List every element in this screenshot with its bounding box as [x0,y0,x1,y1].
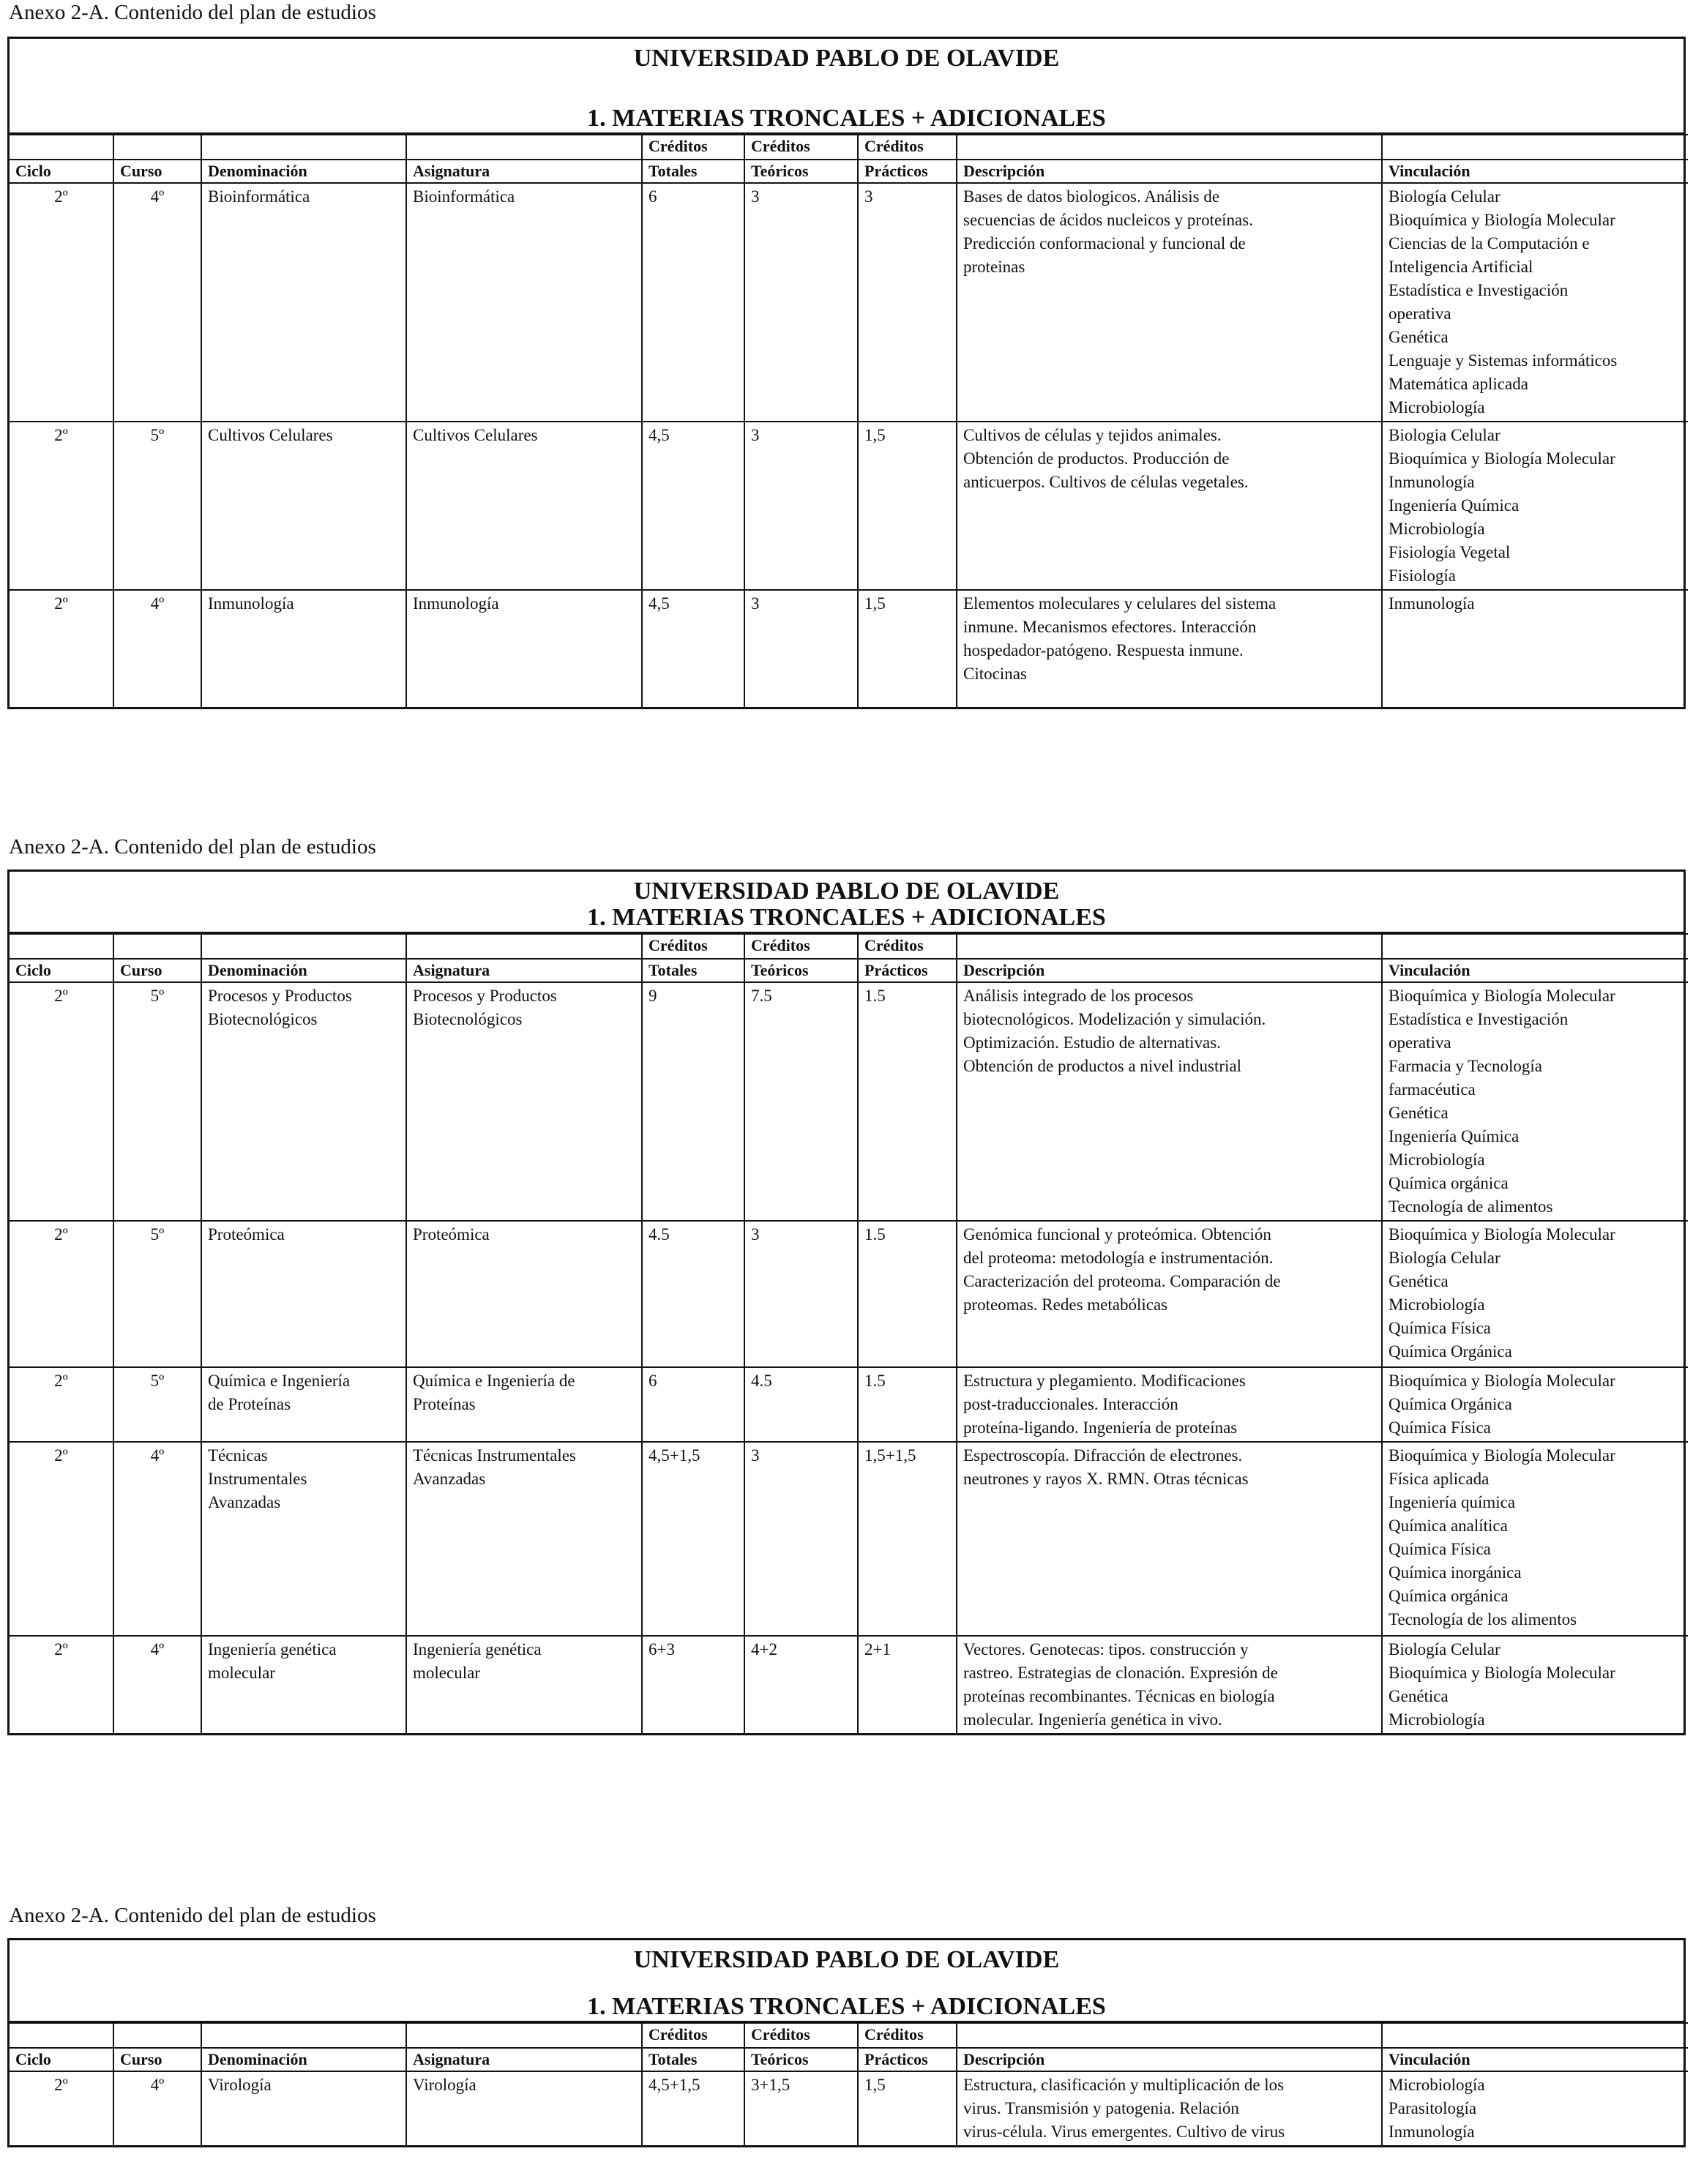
header-empty [113,934,201,959]
cell-denominacion [201,1367,406,1442]
denominacion-line: Proteómica [208,1225,285,1244]
header-vinculacion: Vinculación [1382,959,1688,982]
header-practicos: Prácticos [858,160,957,183]
cell-practicos: 1.5 [858,982,957,1221]
header-totales: Totales [642,2048,744,2071]
cell-practicos: 1,5 [858,422,957,590]
subject-row [10,1367,1688,1442]
vinculacion-line: Matemática aplicada [1389,375,1528,393]
descripcion-line: Citocinas [963,665,1027,683]
cell-descripcion [957,1636,1382,1733]
cell-denominacion [201,590,406,707]
cell-curso: 5º [113,1221,201,1367]
vinculacion-line: Estadística e Investigación [1389,1010,1569,1028]
descripcion-line: virus. Transmisión y patogenia. Relación [963,2099,1239,2117]
header-creditos: Créditos [744,135,858,160]
vinculacion-line: Estadística e Investigación [1389,281,1569,299]
asignatura-line: Proteínas [413,1395,476,1413]
header-row-credits [10,2023,1688,2048]
header-asignatura: Asignatura [406,160,642,183]
cell-curso: 5º [113,982,201,1221]
cell-descripcion [957,2071,1382,2145]
asignatura-line: Técnicas Instrumentales [413,1446,576,1465]
descripcion-line: virus-célula. Virus emergentes. Cultivo de virus [963,2123,1285,2141]
vinculacion-line: farmacéutica [1389,1080,1476,1099]
descripcion-line: Elementos moleculares y celulares del sistema [963,594,1277,613]
denominacion-line: Virología [208,2076,272,2094]
cell-curso: 5º [113,1367,201,1442]
header-empty [10,135,113,160]
cell-totales: 6 [642,1367,744,1442]
vinculacion-line: Tecnología de alimentos [1389,1197,1553,1216]
cell-vinculacion [1382,1442,1688,1636]
header-totales: Totales [642,959,744,982]
cell-asignatura [406,1367,642,1442]
cell-ciclo: 2º [10,2071,113,2145]
descripcion-line: Espectroscopía. Difracción de electrones. [963,1446,1243,1465]
header-ciclo: Ciclo [10,959,113,982]
header-empty [406,2023,642,2048]
cell-denominacion [201,1442,406,1636]
cell-asignatura [406,1636,642,1733]
cell-ciclo: 2º [10,1442,113,1636]
cell-curso: 4º [113,183,201,422]
asignatura-line: molecular [413,1664,480,1682]
header-empty [113,2023,201,2048]
header-empty [1382,934,1688,959]
header-empty [406,135,642,160]
cell-totales: 4,5+1,5 [642,1442,744,1636]
vinculacion-line: Ingeniería Química [1389,1127,1520,1145]
descripcion-line: Obtención de productos. Producción de [963,449,1230,468]
header-curso: Curso [113,2048,201,2071]
curriculum-table [10,134,1688,707]
cell-descripcion [957,1221,1382,1367]
cell-practicos: 2+1 [858,1636,957,1733]
descripcion-line: Vectores. Genotecas: tipos. construcción y [963,1640,1249,1658]
cell-denominacion [201,422,406,590]
descripcion-line: Cultivos de células y tejidos animales. [963,426,1222,444]
header-creditos: Créditos [744,934,858,959]
cell-descripcion [957,982,1382,1221]
descripcion-line: proteínas recombinantes. Técnicas en biología [963,1687,1275,1705]
denominacion-line: Biotecnológicos [208,1010,318,1028]
cell-totales: 6 [642,183,744,422]
vinculacion-line: Farmacia y Tecnología [1389,1057,1542,1075]
header-creditos: Créditos [858,135,957,160]
cell-totales: 4,5 [642,422,744,590]
header-empty [201,934,406,959]
denominacion-line: Cultivos Celulares [208,426,333,444]
header-practicos: Prácticos [858,2048,957,2071]
header-creditos: Créditos [642,934,744,959]
descripcion-line: secuencias de ácidos nucleicos y proteínas. [963,211,1253,229]
denominacion-line: Procesos y Productos [208,987,352,1005]
cell-curso: 4º [113,1442,201,1636]
cell-practicos: 1,5 [858,2071,957,2145]
header-curso: Curso [113,959,201,982]
cell-teoricos: 3 [744,183,858,422]
vinculacion-line: Inmunología [1389,2123,1475,2141]
vinculacion-line: Bioquímica y Biología Molecular [1389,1446,1615,1465]
subject-row [10,982,1688,1221]
cell-totales: 6+3 [642,1636,744,1733]
cell-totales: 4.5 [642,1221,744,1367]
cell-descripcion [957,590,1382,707]
vinculacion-line: Bioquímica y Biología Molecular [1389,449,1615,468]
vinculacion-line: Bioquímica y Biología Molecular [1389,1664,1615,1682]
vinculacion-line: Biología Celular [1389,1640,1500,1658]
cell-vinculacion [1382,590,1688,707]
vinculacion-line: Fisiología [1389,566,1457,585]
vinculacion-line: Química Orgánica [1389,1342,1512,1361]
descripcion-line: neutrones y rayos X. RMN. Otras técnicas [963,1470,1249,1488]
header-empty [957,135,1382,160]
asignatura-line: Proteómica [413,1225,490,1244]
subject-row [10,1442,1688,1636]
header-creditos: Créditos [642,2023,744,2048]
descripcion-line: Genómica funcional y proteómica. Obtención [963,1225,1271,1244]
cell-descripcion [957,422,1382,590]
vinculacion-line: Química orgánica [1389,1174,1509,1192]
denominacion-line: Avanzadas [208,1493,281,1511]
vinculacion-line: Microbiología [1389,1295,1485,1314]
denominacion-line: Instrumentales [208,1470,307,1488]
asignatura-line: Biotecnológicos [413,1010,523,1028]
header-vinculacion: Vinculación [1382,2048,1688,2071]
denominacion-line: molecular [208,1664,275,1682]
header-descripcion: Descripción [957,2048,1382,2071]
vinculacion-line: Tecnología de los alimentos [1389,1610,1577,1628]
descripcion-line: Optimización. Estudio de alternativas. [963,1033,1221,1052]
annex-page-2 [7,834,1686,1735]
header-asignatura: Asignatura [406,2048,642,2071]
header-denominacion: Denominación [201,959,406,982]
vinculacion-line: operativa [1389,304,1451,323]
annex-page-1 [7,0,1686,709]
cell-ciclo: 2º [10,590,113,707]
header-empty [113,135,201,160]
asignatura-line: Virología [413,2076,476,2094]
asignatura-line: Inmunología [413,594,499,613]
vinculacion-line: Física aplicada [1389,1470,1490,1488]
header-empty [957,2023,1382,2048]
vinculacion-line: Bioquímica y Biología Molecular [1389,1372,1615,1390]
cell-vinculacion [1382,1636,1688,1733]
descripcion-line: Obtención de productos a nivel industrial [963,1057,1242,1075]
denominacion-line: Química e Ingeniería [208,1372,351,1390]
curriculum-table-frame [7,37,1686,709]
header-empty [406,934,642,959]
vinculacion-line: Inmunología [1389,594,1475,613]
curriculum-table-frame [7,870,1686,1735]
vinculacion-line: Microbiología [1389,398,1485,416]
cell-practicos: 1.5 [858,1367,957,1442]
descripcion-line: del proteoma: metodología e instrumentación. [963,1249,1274,1267]
vinculacion-line: Ciencias de la Computación e [1389,234,1590,253]
denominacion-line: Bioinformática [208,187,310,206]
vinculacion-line: Ingeniería química [1389,1493,1516,1511]
header-creditos: Créditos [744,2023,858,2048]
descripcion-line: inmune. Mecanismos efectores. Interacción [963,618,1257,636]
university-name: UNIVERSIDAD PABLO DE OLAVIDE [633,1946,1060,1973]
denominacion-line: Inmunología [208,594,294,613]
cell-ciclo: 2º [10,1221,113,1367]
header-empty [957,934,1382,959]
header-teoricos: Teóricos [744,160,858,183]
cell-practicos: 3 [858,183,957,422]
cell-descripcion [957,1367,1382,1442]
section-title: 1. MATERIAS TRONCALES + ADICIONALES [587,1993,1106,2020]
table-banner [10,872,1683,933]
descripcion-line: Estructura y plegamiento. Modificaciones [963,1372,1246,1390]
vinculacion-line: Biología Celular [1389,187,1500,206]
annex-page-3 [7,1903,1686,2147]
descripcion-line: molecular. Ingeniería genética in vivo. [963,1710,1222,1729]
vinculacion-line: Química inorgánica [1389,1563,1522,1582]
cell-vinculacion [1382,982,1688,1221]
vinculacion-line: Genética [1389,1687,1449,1705]
descripcion-line: anticuerpos. Cultivos de células vegetales. [963,473,1249,491]
header-row-columns [10,2048,1688,2071]
header-row-columns [10,160,1688,183]
cell-denominacion [201,982,406,1221]
descripcion-line: hospedador-patógeno. Respuesta inmune. [963,641,1244,659]
cell-ciclo: 2º [10,183,113,422]
vinculacion-line: Bioquímica y Biología Molecular [1389,211,1615,229]
descripcion-line: post-traduccionales. Interacción [963,1395,1178,1413]
descripcion-line: Predicción conformacional y funcional de [963,234,1246,253]
vinculacion-line: Inteligencia Artificial [1389,258,1533,276]
header-row-columns [10,959,1688,982]
annex-title: Anexo 2-A. Contenido del plan de estudios [9,1904,376,1927]
header-denominacion: Denominación [201,2048,406,2071]
descripcion-line: rastreo. Estrategias de clonación. Expresión de [963,1664,1278,1682]
descripcion-line: Bases de datos biologicos. Análisis de [963,187,1220,206]
vinculacion-line: Química Orgánica [1389,1395,1512,1413]
header-teoricos: Teóricos [744,2048,858,2071]
subject-row [10,1221,1688,1367]
cell-teoricos: 3 [744,590,858,707]
descripcion-line: proteína-ligando. Ingeniería de proteínas [963,1418,1238,1437]
descripcion-line: proteinas [963,258,1025,276]
cell-curso: 4º [113,590,201,707]
vinculacion-line: Ingeniería Química [1389,496,1520,515]
descripcion-line: biotecnológicos. Modelización y simulación. [963,1010,1266,1028]
asignatura-line: Cultivos Celulares [413,426,538,444]
annex-title: Anexo 2-A. Contenido del plan de estudios [9,1,376,24]
cell-teoricos: 7.5 [744,982,858,1221]
header-practicos: Prácticos [858,959,957,982]
vinculacion-line: Biologia Celular [1389,426,1500,444]
denominacion-line: de Proteínas [208,1395,291,1413]
denominacion-line: Técnicas [208,1446,268,1465]
header-empty [1382,2023,1688,2048]
vinculacion-line: Parasitología [1389,2099,1477,2117]
vinculacion-line: Química Física [1389,1418,1491,1437]
header-row-credits [10,934,1688,959]
university-name: UNIVERSIDAD PABLO DE OLAVIDE [633,45,1060,72]
descripcion-line: Análisis integrado de los procesos [963,987,1194,1005]
vinculacion-line: Genética [1389,328,1449,346]
subject-row [10,2071,1688,2145]
cell-asignatura [406,2071,642,2145]
cell-practicos: 1,5+1,5 [858,1442,957,1636]
header-empty [1382,135,1688,160]
cell-ciclo: 2º [10,1636,113,1733]
cell-asignatura [406,982,642,1221]
cell-denominacion [201,1636,406,1733]
cell-asignatura [406,1442,642,1636]
vinculacion-line: Química Física [1389,1319,1491,1337]
header-ciclo: Ciclo [10,160,113,183]
header-row-credits [10,135,1688,160]
header-empty [10,2023,113,2048]
cell-teoricos: 4.5 [744,1367,858,1442]
cell-curso: 5º [113,422,201,590]
cell-denominacion [201,1221,406,1367]
header-empty [10,934,113,959]
curriculum-table [10,933,1688,1733]
vinculacion-line: Microbiología [1389,2076,1485,2094]
descripcion-line: Caracterización del proteoma. Comparación de [963,1272,1281,1290]
vinculacion-line: Química orgánica [1389,1587,1509,1605]
cell-practicos: 1,5 [858,590,957,707]
vinculacion-line: Fisiología Vegetal [1389,543,1511,561]
curriculum-table-frame [7,1938,1686,2147]
section-title: 1. MATERIAS TRONCALES + ADICIONALES [587,904,1106,931]
asignatura-line: Química e Ingeniería de [413,1372,575,1390]
cell-vinculacion [1382,183,1688,422]
table-banner [10,39,1683,134]
header-descripcion: Descripción [957,160,1382,183]
subject-row [10,1636,1688,1733]
header-asignatura: Asignatura [406,959,642,982]
cell-curso: 4º [113,1636,201,1733]
cell-asignatura [406,183,642,422]
cell-asignatura [406,422,642,590]
cell-vinculacion [1382,1367,1688,1442]
university-name: UNIVERSIDAD PABLO DE OLAVIDE [633,878,1060,905]
vinculacion-line: Bioquímica y Biología Molecular [1389,987,1615,1005]
denominacion-line: Ingeniería genética [208,1640,337,1658]
cell-ciclo: 2º [10,1367,113,1442]
header-teoricos: Teóricos [744,959,858,982]
asignatura-line: Procesos y Productos [413,987,557,1005]
vinculacion-line: Inmunología [1389,473,1475,491]
header-denominacion: Denominación [201,160,406,183]
cell-teoricos: 3 [744,422,858,590]
header-empty [201,135,406,160]
header-descripcion: Descripción [957,959,1382,982]
cell-teoricos: 3 [744,1442,858,1636]
asignatura-line: Ingeniería genética [413,1640,542,1658]
header-creditos: Créditos [858,934,957,959]
header-totales: Totales [642,160,744,183]
descripcion-line: Estructura, clasificación y multiplicación de los [963,2076,1285,2094]
annex-title: Anexo 2-A. Contenido del plan de estudios [9,835,376,859]
subject-row [10,422,1688,590]
cell-vinculacion [1382,2071,1688,2145]
cell-asignatura [406,590,642,707]
cell-vinculacion [1382,422,1688,590]
subject-row [10,590,1688,707]
vinculacion-line: Química Física [1389,1540,1491,1558]
vinculacion-line: Genética [1389,1104,1449,1122]
cell-denominacion [201,183,406,422]
cell-teoricos: 3 [744,1221,858,1367]
vinculacion-line: Biología Celular [1389,1249,1500,1267]
header-ciclo: Ciclo [10,2048,113,2071]
header-creditos: Créditos [858,2023,957,2048]
cell-totales: 9 [642,982,744,1221]
section-title: 1. MATERIAS TRONCALES + ADICIONALES [587,105,1106,132]
cell-descripcion [957,183,1382,422]
vinculacion-line: Química analítica [1389,1517,1508,1535]
descripcion-line: proteomas. Redes metabólicas [963,1295,1168,1314]
vinculacion-line: Genética [1389,1272,1449,1290]
cell-vinculacion [1382,1221,1688,1367]
cell-curso: 4º [113,2071,201,2145]
table-banner [10,1940,1683,2022]
cell-practicos: 1.5 [858,1221,957,1367]
header-curso: Curso [113,160,201,183]
cell-asignatura [406,1221,642,1367]
cell-totales: 4,5 [642,590,744,707]
asignatura-line: Bioinformática [413,187,515,206]
subject-row [10,183,1688,422]
cell-teoricos: 4+2 [744,1636,858,1733]
vinculacion-line: Microbiología [1389,1151,1485,1169]
asignatura-line: Avanzadas [413,1470,486,1488]
vinculacion-line: Microbiología [1389,520,1485,538]
cell-descripcion [957,1442,1382,1636]
header-creditos: Créditos [642,135,744,160]
header-vinculacion: Vinculación [1382,160,1688,183]
cell-ciclo: 2º [10,982,113,1221]
cell-teoricos: 3+1,5 [744,2071,858,2145]
curriculum-table [10,2022,1688,2145]
vinculacion-line: Bioquímica y Biología Molecular [1389,1225,1615,1244]
vinculacion-line: Lenguaje y Sistemas informáticos [1389,351,1618,370]
vinculacion-line: operativa [1389,1033,1451,1052]
vinculacion-line: Microbiología [1389,1710,1485,1729]
cell-totales: 4,5+1,5 [642,2071,744,2145]
cell-denominacion [201,2071,406,2145]
header-empty [201,2023,406,2048]
cell-ciclo: 2º [10,422,113,590]
